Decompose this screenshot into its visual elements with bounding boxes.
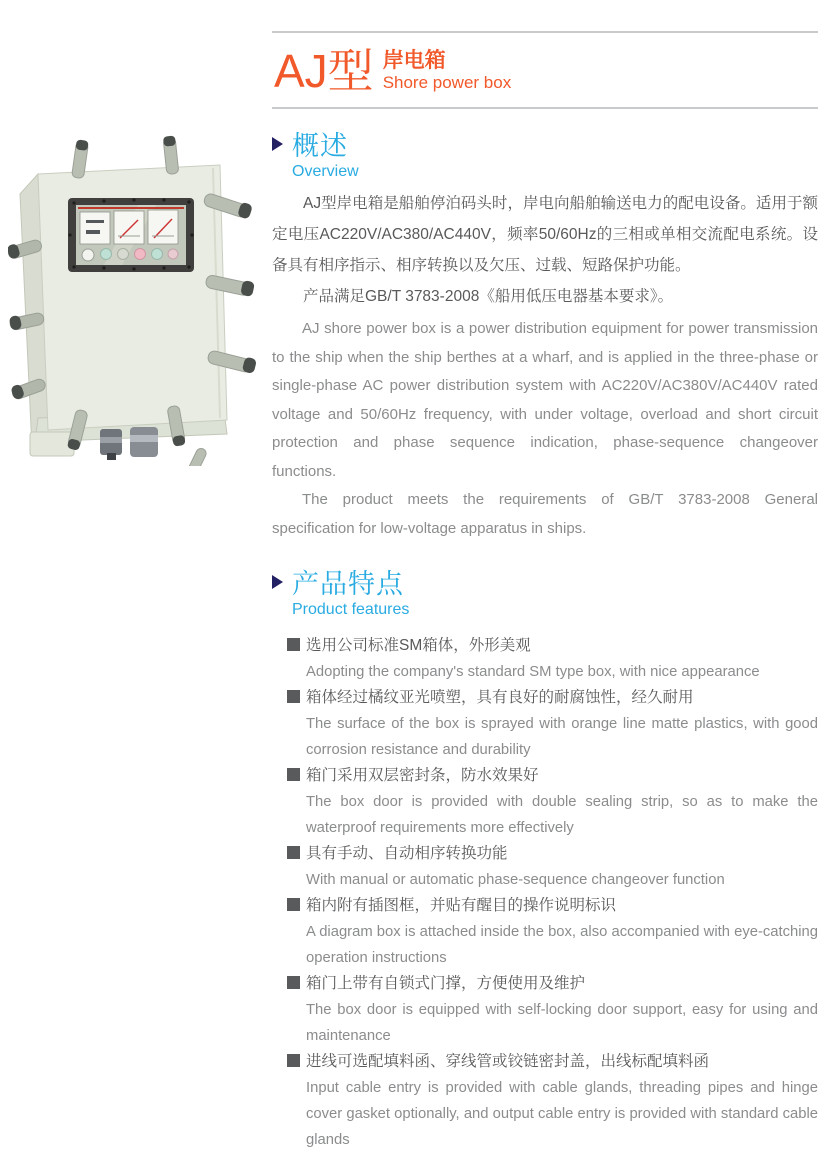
cable-gland-tip (107, 453, 116, 460)
indicator-light-teal-1 (101, 249, 112, 260)
feature-cn-text: 箱门上带有自锁式门撑，方便使用及维护 (306, 975, 586, 992)
overview-title-cn: 概述 (292, 131, 348, 161)
box-foot (30, 432, 74, 456)
feature-en: With manual or automatic phase-sequence changeover function (306, 872, 725, 888)
product-name-cn: 岸电箱 (382, 49, 446, 72)
feature-cn-text: 箱内附有插图框，并贴有醒目的操作说明标识 (306, 897, 617, 914)
feature-cn-text: 箱门采用双层密封条，防水效果好 (306, 767, 539, 784)
feature-en: The box door is provided with double sealing strip, so as to make the waterproof requirements more effectively (306, 794, 818, 836)
feature-bullet-icon (287, 846, 300, 859)
feature-cn (287, 685, 818, 711)
indicator-light-pink-2 (168, 249, 178, 259)
indicator-light-pink-1 (135, 249, 146, 260)
feature-cn (287, 633, 818, 659)
feature-cn-text: 选用公司标准SM箱体，外形美观 (306, 637, 531, 654)
overview-title-en: Overview (292, 163, 359, 180)
features-title-cn: 产品特点 (292, 569, 404, 599)
overview-paragraph-cn-2: 产品满足GB/T 3783-2008《船用低压电器基本要求》。 (303, 288, 674, 305)
features-title-en: Product features (292, 601, 410, 618)
feature-bullet-icon (287, 638, 300, 651)
features-list (272, 633, 818, 1153)
feature-cn-text: 箱体经过橘纹亚光喷塑，具有良好的耐腐蚀性，经久耐用 (306, 689, 694, 706)
feature-cn (287, 971, 818, 997)
meter-3 (148, 210, 178, 244)
indicator-light-white (82, 249, 94, 261)
feature-cn (287, 763, 818, 789)
feature-bullet-icon (287, 976, 300, 989)
page-header (272, 33, 818, 107)
feature-item (287, 893, 818, 971)
feature-item (287, 763, 818, 841)
meter-1 (80, 212, 110, 244)
feature-item (287, 685, 818, 763)
feature-cn (287, 1049, 818, 1075)
cable-gland-large-band (130, 435, 158, 442)
feature-cn (287, 893, 818, 919)
feature-bullet-icon (287, 690, 300, 703)
feature-item (287, 1049, 818, 1153)
cable-gland-small-band (100, 437, 122, 443)
feature-cn-text: 进线可选配填料函、穿线管或铰链密封盖，出线标配填料函 (306, 1053, 710, 1070)
feature-cn (287, 841, 818, 867)
latch-bottom-hook (187, 447, 207, 466)
feature-en: A diagram box is attached inside the box, also accompanied with eye-catching operation instructions (306, 924, 818, 966)
feature-en: Input cable entry is provided with cable glands, threading pipes and hinge cover gasket optionally, and output cable entry is provided with standard cable glands (306, 1080, 818, 1148)
product-name-en: Shore power box (382, 73, 512, 92)
feature-bullet-icon (287, 898, 300, 911)
feature-item (287, 841, 818, 893)
meter-1-display (86, 220, 104, 223)
feature-bullet-icon (287, 1054, 300, 1067)
indicator-light-gray (118, 249, 129, 260)
feature-en: Adopting the company's standard SM type box, with nice appearance (306, 664, 760, 680)
meter-2 (114, 211, 144, 244)
section-features-header (272, 569, 818, 620)
feature-cn-text: 具有手动、自动相序转换功能 (306, 845, 508, 862)
section-marker-icon (272, 137, 283, 151)
feature-en: The box door is equipped with self-locking door support, easy for using and maintenance (306, 1002, 818, 1044)
content-column (272, 0, 818, 1153)
product-model-title: AJ型 (274, 45, 374, 97)
feature-bullet-icon (287, 768, 300, 781)
product-name-stack (383, 49, 512, 93)
meter-1-display2 (86, 230, 100, 234)
indicator-light-teal-2 (152, 249, 163, 260)
header-bottom-rule (272, 107, 818, 109)
feature-en: The surface of the box is sprayed with orange line matte plastics, with good corrosion resistance and durability (306, 716, 818, 758)
window-red-strip (78, 207, 184, 209)
feature-item (287, 971, 818, 1049)
section-marker-icon (272, 575, 283, 589)
overview-paragraph-cn-1: AJ型岸电箱是船舶停泊码头时，岸电向船舶输送电力的配电设备。适用于额定电压AC220V/AC380/AC440V，频率50/60Hz的三相或单相交流配电系统。设备具有相序指示、相序转换以及欠压、过载、短路保护功能。 (272, 195, 818, 274)
overview-paragraph-en-2: The product meets the requirements of GB/T 3783-2008 General specification for low-voltage apparatus in ships. (272, 491, 818, 537)
section-overview-header (272, 131, 818, 182)
overview-paragraph-en-1: AJ shore power box is a power distribution equipment for power transmission to the ship when the ship berthes at a wharf, and is applied in the three-phase or single-phase AC power distribution system with AC220V/AC380V/AC440V rated voltage and 50/60Hz frequency, with under voltage, overload and short circuit protection and phase sequence indication, phase-sequence changeover functions. (272, 320, 818, 480)
shore-power-box-image (8, 132, 266, 466)
product-photo (8, 132, 266, 466)
feature-item (287, 633, 818, 685)
